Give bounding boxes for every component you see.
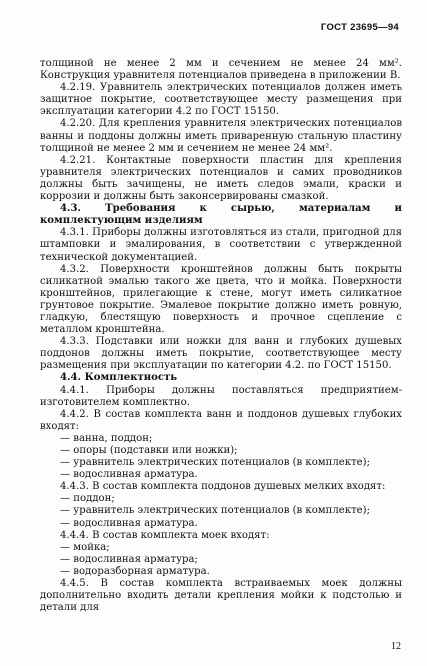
list-item: — ванна, поддон; (60, 432, 153, 444)
section-heading: 4.4. Комплектность (60, 372, 178, 384)
page-number: 12 (391, 641, 401, 652)
list-item: — мойка; (60, 541, 110, 553)
paragraph: 4.4.4. В состав комплекта моек входят: (60, 529, 270, 541)
page-header: ГОСТ 23695—94 (320, 22, 399, 33)
paragraph: 4.4.5. В состав комплекта встраиваемых моек должны дополнительно входить детали крепления мойки к подстолью и детали для (40, 578, 402, 614)
list-item: — водоразборная арматура. (60, 565, 210, 577)
section-heading: 4.3. Требования к сырью, материалам и комплектующим изделиям (40, 203, 402, 227)
list-item: — поддон; (60, 493, 115, 505)
list-item: — уравнитель электрических потенциалов (в комплекте); (60, 457, 370, 469)
list-item: — водосливная арматура. (60, 517, 198, 529)
paragraph: 4.4.1. Приборы должны поставляться предприятием-изготовителем комплектно. (40, 384, 402, 408)
paragraph: 4.2.21. Контактные поверхности пластин для крепления уравнителя электрических потенциалов и самих проводников должны быть зачищены, не иметь следов эмали, краски и коррозии и должны быть законсервированы смазкой. (40, 154, 402, 203)
paragraph: 4.3.1. Приборы должны изготовляться из стали, пригодной для штамповки и эмалирования, в соответствии с утвержденной технической документацией. (40, 227, 402, 263)
paragraph: 4.4.2. В состав комплекта ванн и поддонов душевых глубоких входят: (40, 408, 402, 432)
paragraph: 4.4.3. В состав комплекта поддонов душевых мелких входят: (60, 481, 386, 493)
document-body (40, 58, 402, 614)
paragraph: толщиной не менее 2 мм и сечением не менее 24 мм². Конструкция уравнителя потенциалов приведена в приложении В. (40, 58, 402, 82)
paragraph: 4.2.20. Для крепления уравнителя электрических потенциалов ванны и поддоны должны иметь приваренную стальную пластину толщиной не менее 2 мм и сечением не менее 24 мм². (40, 118, 402, 154)
list-item: — водосливная арматура; (60, 553, 198, 565)
list-item: — опоры (подставки или ножки); (60, 445, 238, 456)
paragraph: 4.2.19. Уравнитель электрических потенциалов должен иметь защитное покрытие, соответствующее месту размещения при эксплуатации категории 4.2 по ГОСТ 15150. (40, 82, 402, 118)
list-item: — уравнитель электрических потенциалов (в комплекте); (60, 505, 370, 517)
list-item: — водосливная арматура. (60, 469, 198, 481)
paragraph: 4.3.2. Поверхности кронштейнов должны быть покрыты силикатной эмалью такого же цвета, что и мойка. Поверхности кронштейнов, прилегающие к стене, могут иметь силикатное грунтовое покрытие. Эмалевое покрытие должно иметь ровную, гладкую, блестящую поверхность и прочное сцепление с металлом кронштейна. (40, 263, 402, 336)
paragraph: 4.3.3. Подставки или ножки для ванн и глубоких душевых поддонов должны иметь покрытие, соответствующее месту размещения при эксплуатации по категории 4.2. по ГОСТ 15150. (40, 336, 402, 372)
